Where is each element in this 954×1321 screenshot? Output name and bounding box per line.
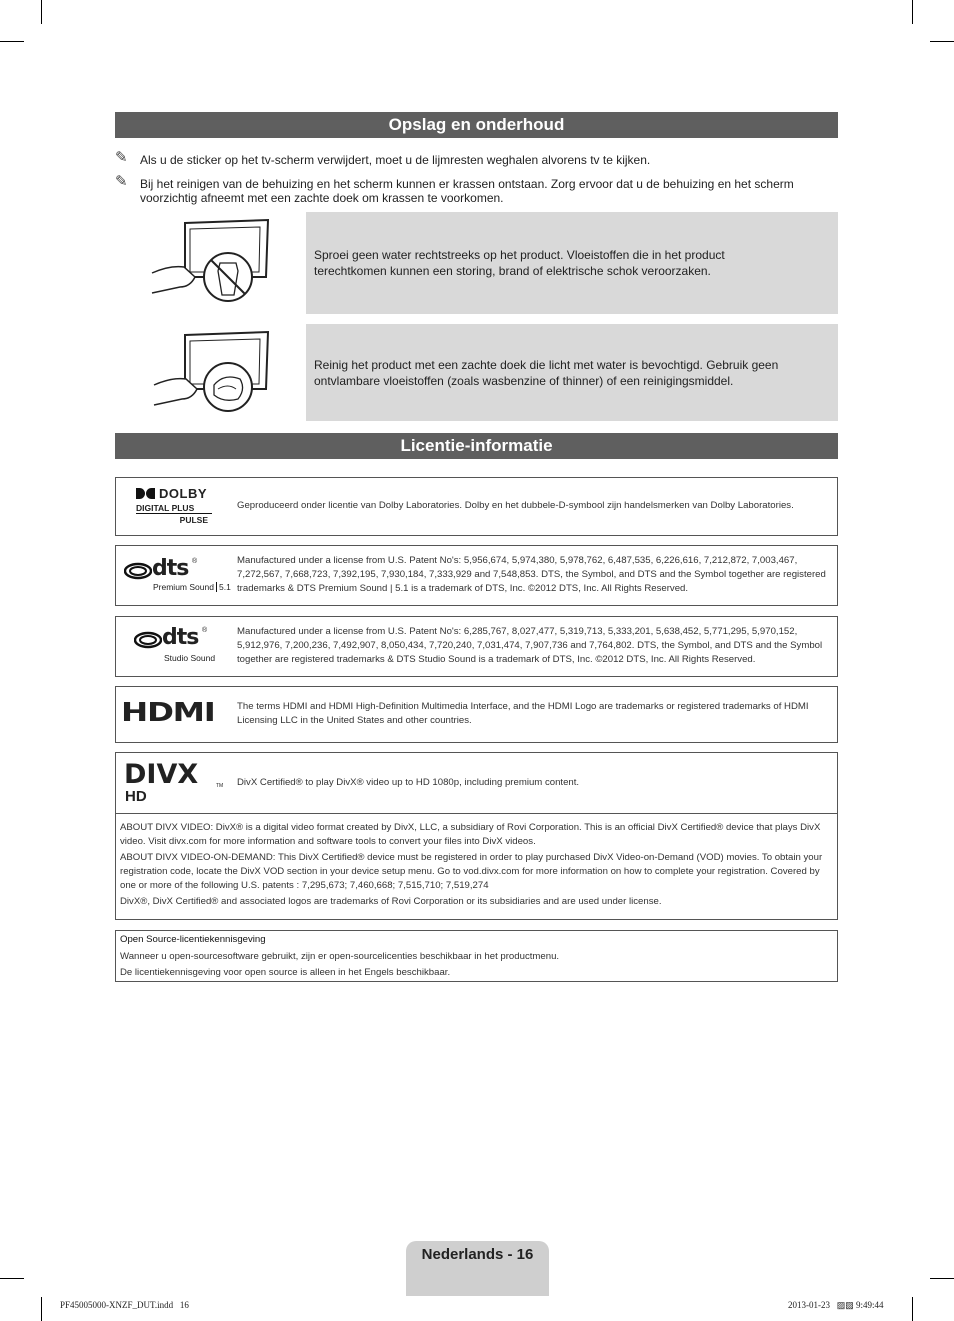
license-text: DivX Certified® to play DivX® video up to HD 1080p, including premium content. — [237, 777, 580, 788]
care-text: Reinig het product met een zachte doek die licht met water is bevochtigd. Gebruik geen ontvlambare vloeistoffen (zoals wasbenzine of thinner) of een reinigingsmiddel. — [314, 357, 779, 388]
wipe-cloth-icon — [150, 327, 270, 417]
note-text: Bij het reinigen van de behuizing en het scherm kunnen er krassen ontstaan. Zorg ervoor dat u de behuizing en het scherm voorzichtig afneemt met een zachte doek om krassen te voorkomen. — [140, 177, 794, 205]
crop-mark — [930, 1278, 954, 1279]
open-source-notice — [115, 930, 838, 982]
divx-vod-text: ABOUT DIVX VIDEO-ON-DEMAND: This DivX Certified® device must be registered in order to play purchased DivX Video-on-Demand (VOD) movies. To obtain your registration code, locate the DivX VOD section in your device setup menu. Go to vod.divx.com for more information on how to complete your registration. Covered by one or more of the following U.S. patents : 7,295,673; 7,460,668; 7,515,710; 7,519,274 — [120, 852, 823, 891]
trademark-mark: TM — [216, 783, 224, 789]
care-instruction — [306, 324, 838, 421]
registered-mark: ® — [202, 627, 208, 634]
divx-logo — [124, 761, 224, 807]
dts-studio-label: Studio Sound — [164, 653, 216, 663]
page-number-tab: Nederlands - 16 — [406, 1241, 549, 1296]
divider — [116, 813, 837, 814]
divx-brand: DIVX — [124, 759, 199, 790]
license-text: Manufactured under a license from U.S. Patent No's: 5,956,674, 5,974,380, 5,978,762, 6,487,535, 6,226,616, 7,212,872, 7,003,467, 7,272,567, 7,668,723, 7,392,195, 7,930,184, 7,333,929 and 7,548,853. DTS, the Symbol, and DTS and the Symbol together are registered trademarks & DTS Premium Sound | 5.1 is a trademark of DTS, Inc. ©2012 DTS, Inc. All Rights Reserved. — [237, 555, 826, 594]
crop-mark — [41, 0, 42, 24]
pencil-note-icon: ✎ — [115, 149, 128, 166]
crop-mark — [912, 0, 913, 24]
print-file-info: PF45005000-XNZF_DUT.indd 16 — [60, 1300, 189, 1310]
dts-premium-label: Premium Sound — [153, 582, 214, 592]
registered-mark: ® — [192, 558, 198, 565]
license-dts-premium — [115, 545, 838, 606]
license-dts-studio — [115, 616, 838, 677]
hdmi-logo: HDMI — [121, 698, 215, 728]
note-text: Als u de sticker op het tv-scherm verwijdert, moet u de lijmresten weghalen alvorens tv te kijken. — [140, 153, 651, 167]
divx-about-text: ABOUT DIVX VIDEO: DivX® is a digital video format created by DivX, LLC, a subsidiary of Rovi Corporation. This is an official DivX Certified® device that plays DivX video. Visit divx.com for more information and software tools to convert your files into DivX videos. — [120, 822, 821, 847]
note-item — [115, 173, 835, 205]
dts-brand: dts — [152, 556, 189, 581]
dolby-line1: DIGITAL PLUS — [136, 503, 212, 514]
divx-hd-label: HD — [125, 788, 147, 805]
open-source-body — [120, 933, 831, 980]
divx-trademark-text: DivX®, DivX Certified® and associated logos are trademarks of Rovi Corporation or its subsidiaries and are used under license. — [120, 896, 662, 907]
dts-studio-logo — [132, 627, 232, 667]
dolby-logo — [122, 486, 217, 530]
dts-51-label: 5.1 — [216, 582, 231, 592]
note-item — [115, 149, 835, 167]
license-text: Geproduceerd onder licentie van Dolby Laboratories. Dolby en het dubbele-D-symbool zijn handelsmerken van Dolby Laboratories. — [237, 500, 794, 511]
license-hdmi — [115, 686, 838, 743]
print-timestamp: 2013-01-23 ▨▨ 9:49:44 — [788, 1300, 884, 1310]
care-text: Sproei geen water rechtstreeks op het product. Vloeistoffen die in het product terechtkomen kunnen een storing, brand of elektrische schok veroorzaken. — [314, 248, 725, 278]
license-dolby — [115, 477, 838, 536]
section-title-storage: Opslag en onderhoud — [115, 112, 838, 138]
license-divx — [115, 752, 838, 920]
open-source-title: Open Source-licentiekennisgeving — [120, 934, 266, 945]
crop-mark — [41, 1297, 42, 1321]
crop-mark — [0, 1278, 24, 1279]
open-source-line: Wanneer u open-sourcesoftware gebruikt, zijn er open-sourcelicenties beschikbaar in het productmenu. — [120, 951, 560, 962]
divx-about-block — [120, 821, 831, 911]
crop-mark — [912, 1297, 913, 1321]
license-text: Manufactured under a license from U.S. Patent No's: 6,285,767, 8,027,477, 5,319,713, 5,333,201, 5,638,452, 5,771,295, 5,970,152, 5,912,976, 7,200,236, 7,492,907, 8,050,434, 7,720,240, 7,031,474, 7,907,736 and 7,764,802. DTS, the Symbol, and DTS and the Symbol together are registered trademarks & DTS Studio Sound is a trademark of DTS, Inc. ©2012 DTS, Inc. All Rights Reserved. — [237, 626, 823, 665]
dts-disc-icon — [134, 630, 162, 650]
section-title-license: Licentie-informatie — [115, 433, 838, 459]
dts-premium-logo — [122, 558, 232, 594]
license-text: The terms HDMI and HDMI High-Definition Multimedia Interface, and the HDMI Logo are trademarks or registered trademarks of HDMI Licensing LLC in the United States and other countries. — [237, 701, 809, 726]
dts-brand: dts — [162, 625, 199, 650]
crop-mark — [0, 41, 24, 42]
no-spray-icon — [150, 215, 270, 305]
dolby-brand: DOLBY — [159, 486, 207, 501]
dolby-line2: PULSE — [179, 515, 208, 525]
care-instruction — [306, 212, 838, 314]
open-source-line: De licentiekennisgeving voor open source is alleen in het Engels beschikbaar. — [120, 967, 451, 978]
dts-disc-icon — [124, 561, 152, 581]
pencil-note-icon: ✎ — [115, 173, 128, 190]
crop-mark — [930, 41, 954, 42]
dolby-dd-icon — [136, 488, 155, 499]
